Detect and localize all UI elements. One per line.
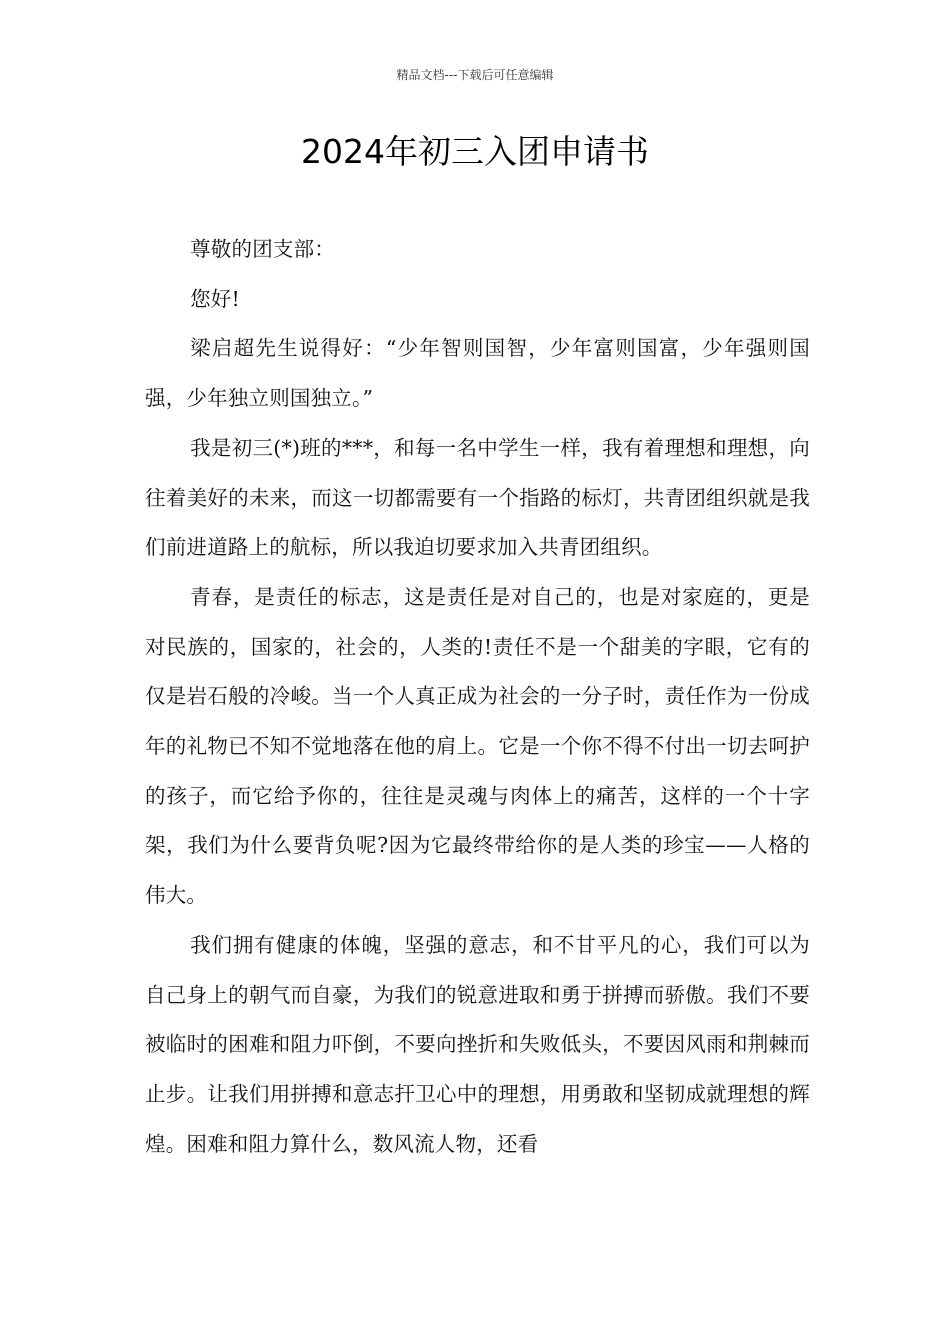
paragraph-quote: 梁启超先生说得好：“少年智则国智，少年富则国富，少年强则国强，少年独立则国独立。”	[145, 336, 810, 411]
header-note: 精品文档---下载后可任意编辑	[396, 68, 554, 82]
salutation: 尊敬的团支部：	[190, 237, 335, 261]
document-body	[145, 225, 810, 1169]
paragraph-responsibility: 青春，是责任的标志，这是责任是对自己的，也是对家庭的，更是对民族的，国家的，社会的，人类的!责任不是一个甜美的字眼，它有的仅是岩石般的冷峻。当一个人真正成为社会的一分子时，责任作为一份成年的礼物已不知不觉地落在他的肩上。它是一个你不得不付出一切去呵护的孩子，而它给予你的，往往是灵魂与肉体上的痛苦，这样的一个十字架，我们为什么要背负呢?因为它最终带给你的是人类的珍宝——人格的伟大。	[145, 584, 810, 908]
document-title: 2024年初三入团申请书	[301, 132, 649, 171]
paragraph-determination: 我们拥有健康的体魄，坚强的意志，和不甘平凡的心，我们可以为自己身上的朝气而自豪，为我们的锐意进取和勇于拼搏而骄傲。我们不要被临时的困难和阻力吓倒，不要向挫折和失败低头，不要因风雨和荆棘而止步。让我们用拼搏和意志扞卫心中的理想，用勇敢和坚韧成就理想的辉煌。困难和阻力算什么，数风流人物，还看	[145, 932, 810, 1156]
paragraph-intro: 我是初三(*)班的***，和每一名中学生一样，我有着理想和理想，向往着美好的未来，而这一切都需要有一个指路的标灯，共青团组织就是我们前进道路上的航标，所以我迫切要求加入共青团组织。	[145, 435, 810, 560]
greeting: 您好!	[190, 286, 240, 311]
